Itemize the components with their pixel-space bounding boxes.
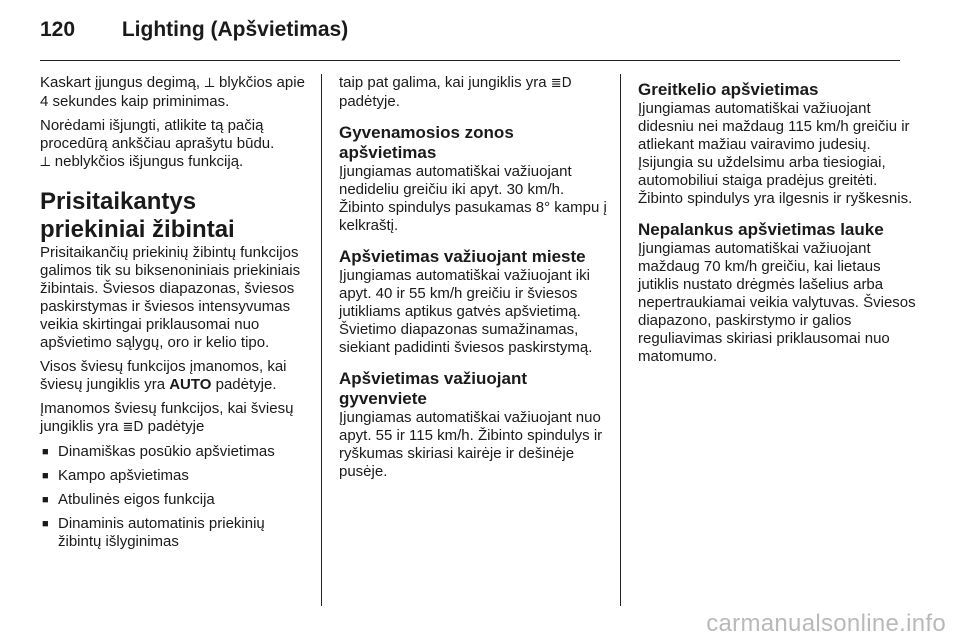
section-heading-adaptive-lights: Prisitaikantys priekiniai žibintai <box>40 188 235 243</box>
watermark: carmanualsonline.info <box>706 610 946 637</box>
list-item: ■ Dinamiškas posūkio apšvietimas <box>40 443 308 461</box>
paragraph: Prisitaikančių priekinių žibintų funkcijos galimos tik su biksenoniniais priekiniais žibintais. Šviesos diapazonas, šviesos paskirstymas ir šviesos intensyvumas veikia skirtingai priklausomai nuo apšvietimo sąlygų, oro ir kelio tipo. <box>40 244 301 351</box>
auto-label: AUTO <box>169 376 212 393</box>
paragraph: Kaskart įjungus degimą, 𝍥 blykčios apie 4 sekundes kaip priminimas. <box>40 74 305 110</box>
paragraph: Visos šviesų funkcijos įmanomos, kai šviesų jungiklis yra AUTO padėtyje. <box>40 358 287 393</box>
column-2 <box>339 74 609 608</box>
paragraph: Įjungiamas automatiškai važiuojant maždaug 70 km/h greičiu, kai lietaus jutiklis nustato drėgmės lašelius arba nepertraukiamai veikia valytuvas. Šviesos diapazono, paskirstymo ir galios reguliavimas skiriasi priklausomai nuo matomumo. <box>638 240 916 365</box>
section-heading-motorway: Greitkelio apšvietimas <box>638 80 819 99</box>
column-1 <box>40 74 308 608</box>
column-3 <box>638 74 918 608</box>
function-list <box>40 443 308 551</box>
page-number: 120 <box>40 18 76 41</box>
section-heading-bad-weather: Nepalankus apšvietimas lauke <box>638 220 884 239</box>
list-item: ■ Atbulinės eigos funkcija <box>40 491 308 509</box>
section-heading-residential: Gyvenamosios zonos apšvietimas <box>339 123 514 162</box>
headlight-range-icon: 𝍥 <box>40 155 51 170</box>
paragraph: Norėdami išjungti, atlikite tą pačią procedūrą ankščiau aprašytu būdu. 𝍥 neblykčios išjungus funkciją. <box>40 117 275 170</box>
paragraph: Įmanomos šviesų funkcijos, kai šviesų jungiklis yra ≣D padėtyje <box>40 400 294 435</box>
low-beam-icon: ≣D <box>122 420 144 435</box>
paragraph: Įjungiamas automatiškai važiuojant iki apyt. 40 ir 55 km/h greičiu ir šviesos jutikliams aptikus gatvės apšvietimą. Švietimo diapazonas sumažinamas, siekiant padidinti šviesos paskirstymą. <box>339 267 593 356</box>
list-item: ■ Kampo apšvietimas <box>40 467 308 485</box>
paragraph: Įjungiamas automatiškai važiuojant nuo apyt. 55 ir 115 km/h. Žibinto spindulys ir ryškumas skiriasi kairėje ir dešinėje pusėje. <box>339 409 603 480</box>
column-divider-1 <box>321 74 322 606</box>
paragraph: taip pat galima, kai jungiklis yra ≣D padėtyje. <box>339 74 572 110</box>
paragraph: Įjungiamas automatiškai važiuojant didesniu nei maždaug 115 km/h greičiu ir atliekant mažiau vairavimo judesių. Įsijungia su uždelsimu arba tiesiogiai, automobiliui staiga pradėjus greitėti. Žibinto spindulys yra ilgesnis ir ryškesnis. <box>638 100 913 207</box>
headlight-range-icon: 𝍥 <box>204 76 215 91</box>
low-beam-icon: ≣D <box>550 76 572 91</box>
paragraph: Įjungiamas automatiškai važiuojant nedideliu greičiu iki apyt. 30 km/h. Žibinto spindulys pasukamas 8° kampu į kelkraštį. <box>339 163 607 234</box>
header-rule <box>40 60 900 61</box>
column-divider-2 <box>620 74 621 606</box>
list-item: ■ Dinaminis automatinis priekinių žibintų išlyginimas <box>40 515 308 551</box>
section-heading-country: Apšvietimas važiuojant gyvenviete <box>339 369 528 408</box>
section-heading-city: Apšvietimas važiuojant mieste <box>339 247 586 266</box>
page-title: Lighting (Apšvietimas) <box>121 18 349 41</box>
page-header <box>40 18 348 42</box>
